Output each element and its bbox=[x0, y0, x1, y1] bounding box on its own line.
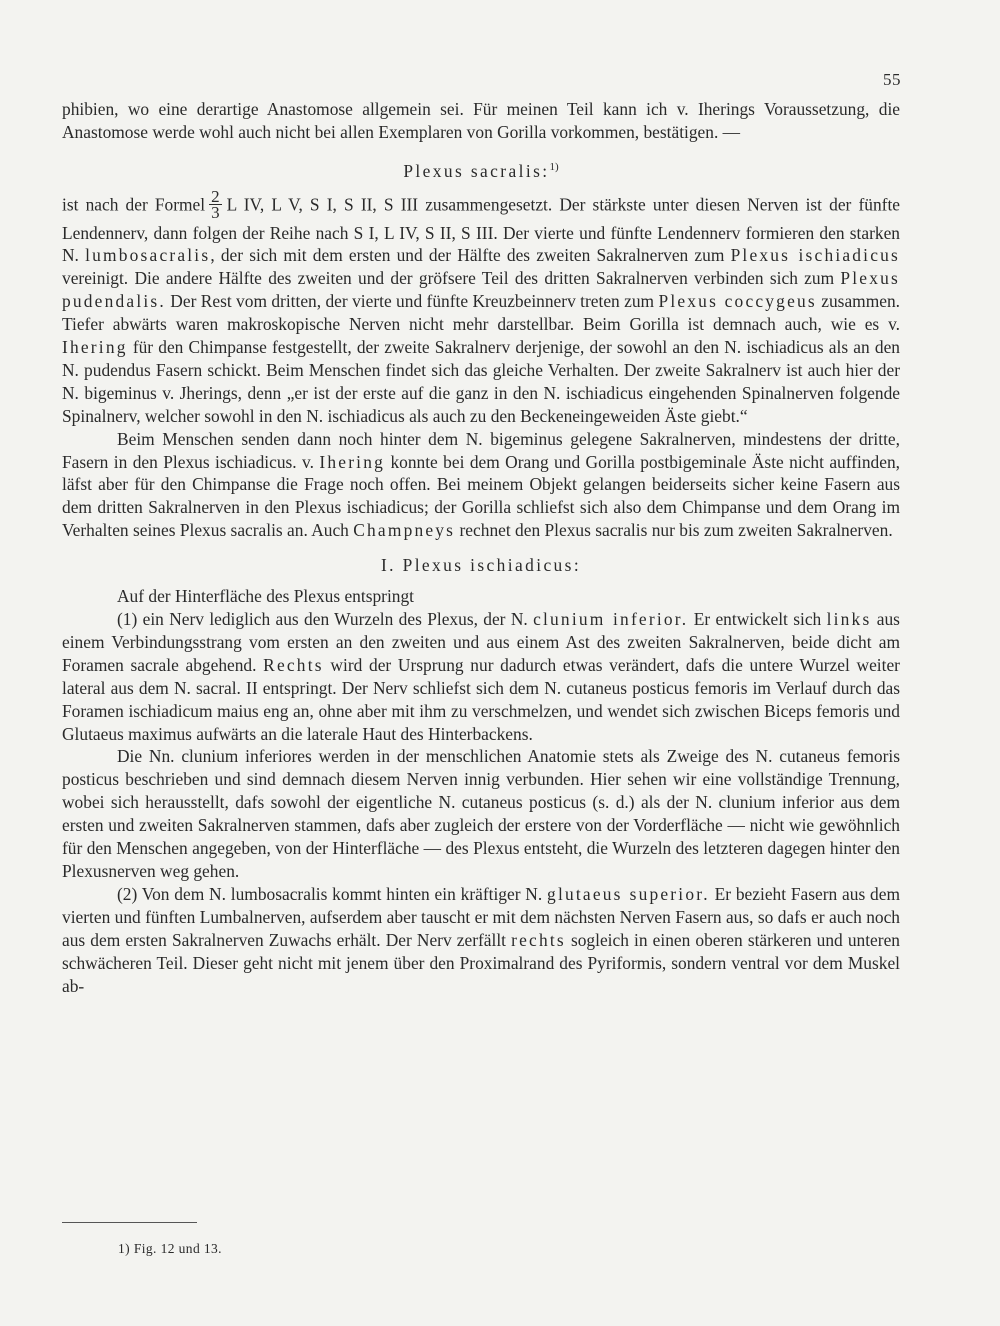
paragraph-clunium bbox=[62, 608, 900, 745]
text-run: Beim Menschen senden dann noch hinter dem N. bigeminus gelegene Sakralnerven, mindestens der dritte, Fasern in den Plexus ischiadicus. v. bbox=[62, 428, 900, 472]
text-run: konnte bei dem Orang und Gorilla postbigeminale Äste nicht auffinden, läfst aber für den Chimpanse die Frage noch offen. Bei meinem Objekt gelangen beiderseits sicher keine Fasern aus dem dritten Sakralnerven in den Plexus ischiadicus; der Gorilla schliefst sich also dem Chimpanse und dem Orang im Verhalten seines Plexus sacralis an. Auch bbox=[62, 451, 901, 541]
formula-prefix: ist nach der Formel bbox=[62, 194, 206, 215]
term-clunium-inferior: clunium inferior. bbox=[533, 609, 689, 630]
term-lumbosacralis: lumbosacralis bbox=[85, 245, 211, 266]
text-run: rechnet den Plexus sacralis nur bis zum zweiten Sakralnerven. bbox=[459, 520, 893, 541]
text-run: zusammen. Tiefer abwärts waren makroskopische Nerven nicht mehr darstellbar. Beim Gorilla ist demnach auch, wie es v. bbox=[62, 291, 900, 335]
author-champneys: Champneys bbox=[353, 520, 456, 541]
body-text bbox=[62, 98, 900, 997]
paragraph-intro: phibien, wo eine derartige Anastomose allgemein sei. Für meinen Teil kann ich v. Iherings Voraussetzung, die Anastomose werde wohl auch nicht bei allen Exemplaren von Gorilla vorkommen, bestätigen. — bbox=[62, 99, 900, 142]
fraction-numerator: 2 bbox=[211, 186, 220, 206]
page-number: 55 bbox=[883, 70, 901, 89]
term-plexus-coccygeus: Plexus coccygeus bbox=[658, 291, 817, 312]
paragraph-sacralis bbox=[62, 186, 900, 428]
fraction bbox=[209, 186, 222, 222]
term-rechts: rechts bbox=[511, 929, 566, 950]
fraction-denominator: 3 bbox=[211, 202, 220, 222]
text-run: für den Chimpanse festgestellt, der zweite Sakralnerv derjenige, der sowohl an den N. ischiadicus als an den N. pudendus Fasern schickt. Beim Menschen findet sich das gleiche Verhalten. Der zweite Sakralnerv ist auch hier der N. bigeminus v. Jherings, denn „er ist der erste auf die ganz in den N. ischiadicus eingehenden Spinalnerven folgende Spinalnerv, welcher sowohl in den N. ischiadicus als auch zu den Beckeneingeweiden Äste giebt.“ bbox=[62, 337, 900, 426]
heading-plexus-sacralis bbox=[62, 156, 900, 183]
author-ihering: Ihering bbox=[62, 337, 128, 358]
paragraph-clunium-inferiores: Die Nn. clunium inferiores werden in der menschlichen Anatomie stets als Zweige des N. cutaneus femoris posticus beschrieben und sind demnach diesem Nerven innig verbunden. Hier sehen wir eine vollständige Trennung, wobei sich herausstellt, dafs sowohl der eigentliche N. cutaneus posticus (s. d.) als der N. clunium inferior aus dem ersten und zweiten Sakralnerven stammen, dafs aber zugleich der erstere von der Vorderfläche — nicht wie gewöhnlich für den Menschen angegeben, von der Hinterfläche — des Plexus entsteht, die Wurzeln des letzteren dagegen hinter den Plexusnerven weg gehen. bbox=[62, 746, 900, 881]
term-rechts: Rechts bbox=[263, 654, 324, 675]
paragraph-glutaeus bbox=[62, 883, 900, 998]
term-plexus-ischiadicus: Plexus ischiadicus bbox=[730, 245, 900, 266]
text-run: Der Rest vom dritten, der vierte und fünfte Kreuzbeinnerv treten zum bbox=[170, 291, 655, 312]
term-links: links bbox=[826, 609, 872, 630]
text-run: aus einem Verbindungsstrang vom ersten an den zweiten und aus einem Ast des zweiten Sakralnerven, beide dicht am Foramen sacrale abgehend. bbox=[62, 609, 900, 675]
text-run: sogleich in einen oberen stärkeren und unteren schwächeren Teil. Dieser geht nicht mit jenem über den Proximalrand des Pyriformis, sondern ventral vor dem Muskel ab- bbox=[62, 929, 900, 996]
paragraph-menschen bbox=[62, 428, 900, 543]
text-run: wird der Ursprung nur dadurch etwas verändert, dafs die untere Wurzel weiter lateral aus dem N. sacral. II entspringt. Der Nerv schliefst sich dem N. cutaneus posticus femoris im Verlauf durch das Foramen ischiadicum maius eng an, ohne aber mit ihm zu verschmelzen, und wendet sich zwischen Biceps femoris und Glutaeus maximus aufwärts an die laterale Haut des Hinterbackens. bbox=[62, 654, 900, 744]
text-run: , der sich mit dem ersten und der Hälfte des zweiten Sakralnerven zum bbox=[210, 245, 725, 266]
text-run: Er entwickelt sich bbox=[693, 609, 822, 630]
paragraph-hinterflaeche: Auf der Hinterfläche des Plexus entspringt bbox=[117, 586, 415, 607]
text-run: (1) ein Nerv lediglich aus den Wurzeln des Plexus, der N. bbox=[117, 609, 528, 630]
text-run: Er bezieht Fasern aus dem vierten und fünften Lumbalnerven, aufserdem aber tauscht er mit dem nächsten Nerven Fasern aus, so dafs er auch noch aus dem ersten Sakralnerven Zuwachs erhält. Der Nerv zerfällt bbox=[62, 883, 900, 950]
formula-suffix: L IV, L V, S I, S II, S III zusammengesetzt. Der stärkste unter diesen Nerven ist der fünfte Lendennerv, dann folgen der Reihe nach S I, L IV, S II, S III. Der vierte und fünfte Lendennerv formieren den starken N. bbox=[62, 194, 900, 266]
author-ihering: Ihering bbox=[319, 451, 386, 472]
heading-text: Plexus sacralis: bbox=[403, 160, 550, 181]
footnote-marker: 1) bbox=[549, 160, 559, 173]
footnote: 1) Fig. 12 und 13. bbox=[118, 1241, 222, 1256]
term-plexus-pudendalis: Plexus pudendalis. bbox=[62, 268, 900, 312]
text-run: vereinigt. Die andere Hälfte des zweiten und der gröfsere Teil des dritten Sakralnerven verbinden sich zum bbox=[62, 268, 835, 289]
text-run: (2) Von dem N. lumbosacralis kommt hinten ein kräftiger N. bbox=[117, 883, 543, 904]
footnote-divider bbox=[62, 1222, 197, 1223]
heading-plexus-ischiadicus: I. Plexus ischiadicus: bbox=[380, 555, 582, 576]
term-glutaeus-superior: glutaeus superior. bbox=[547, 883, 710, 904]
